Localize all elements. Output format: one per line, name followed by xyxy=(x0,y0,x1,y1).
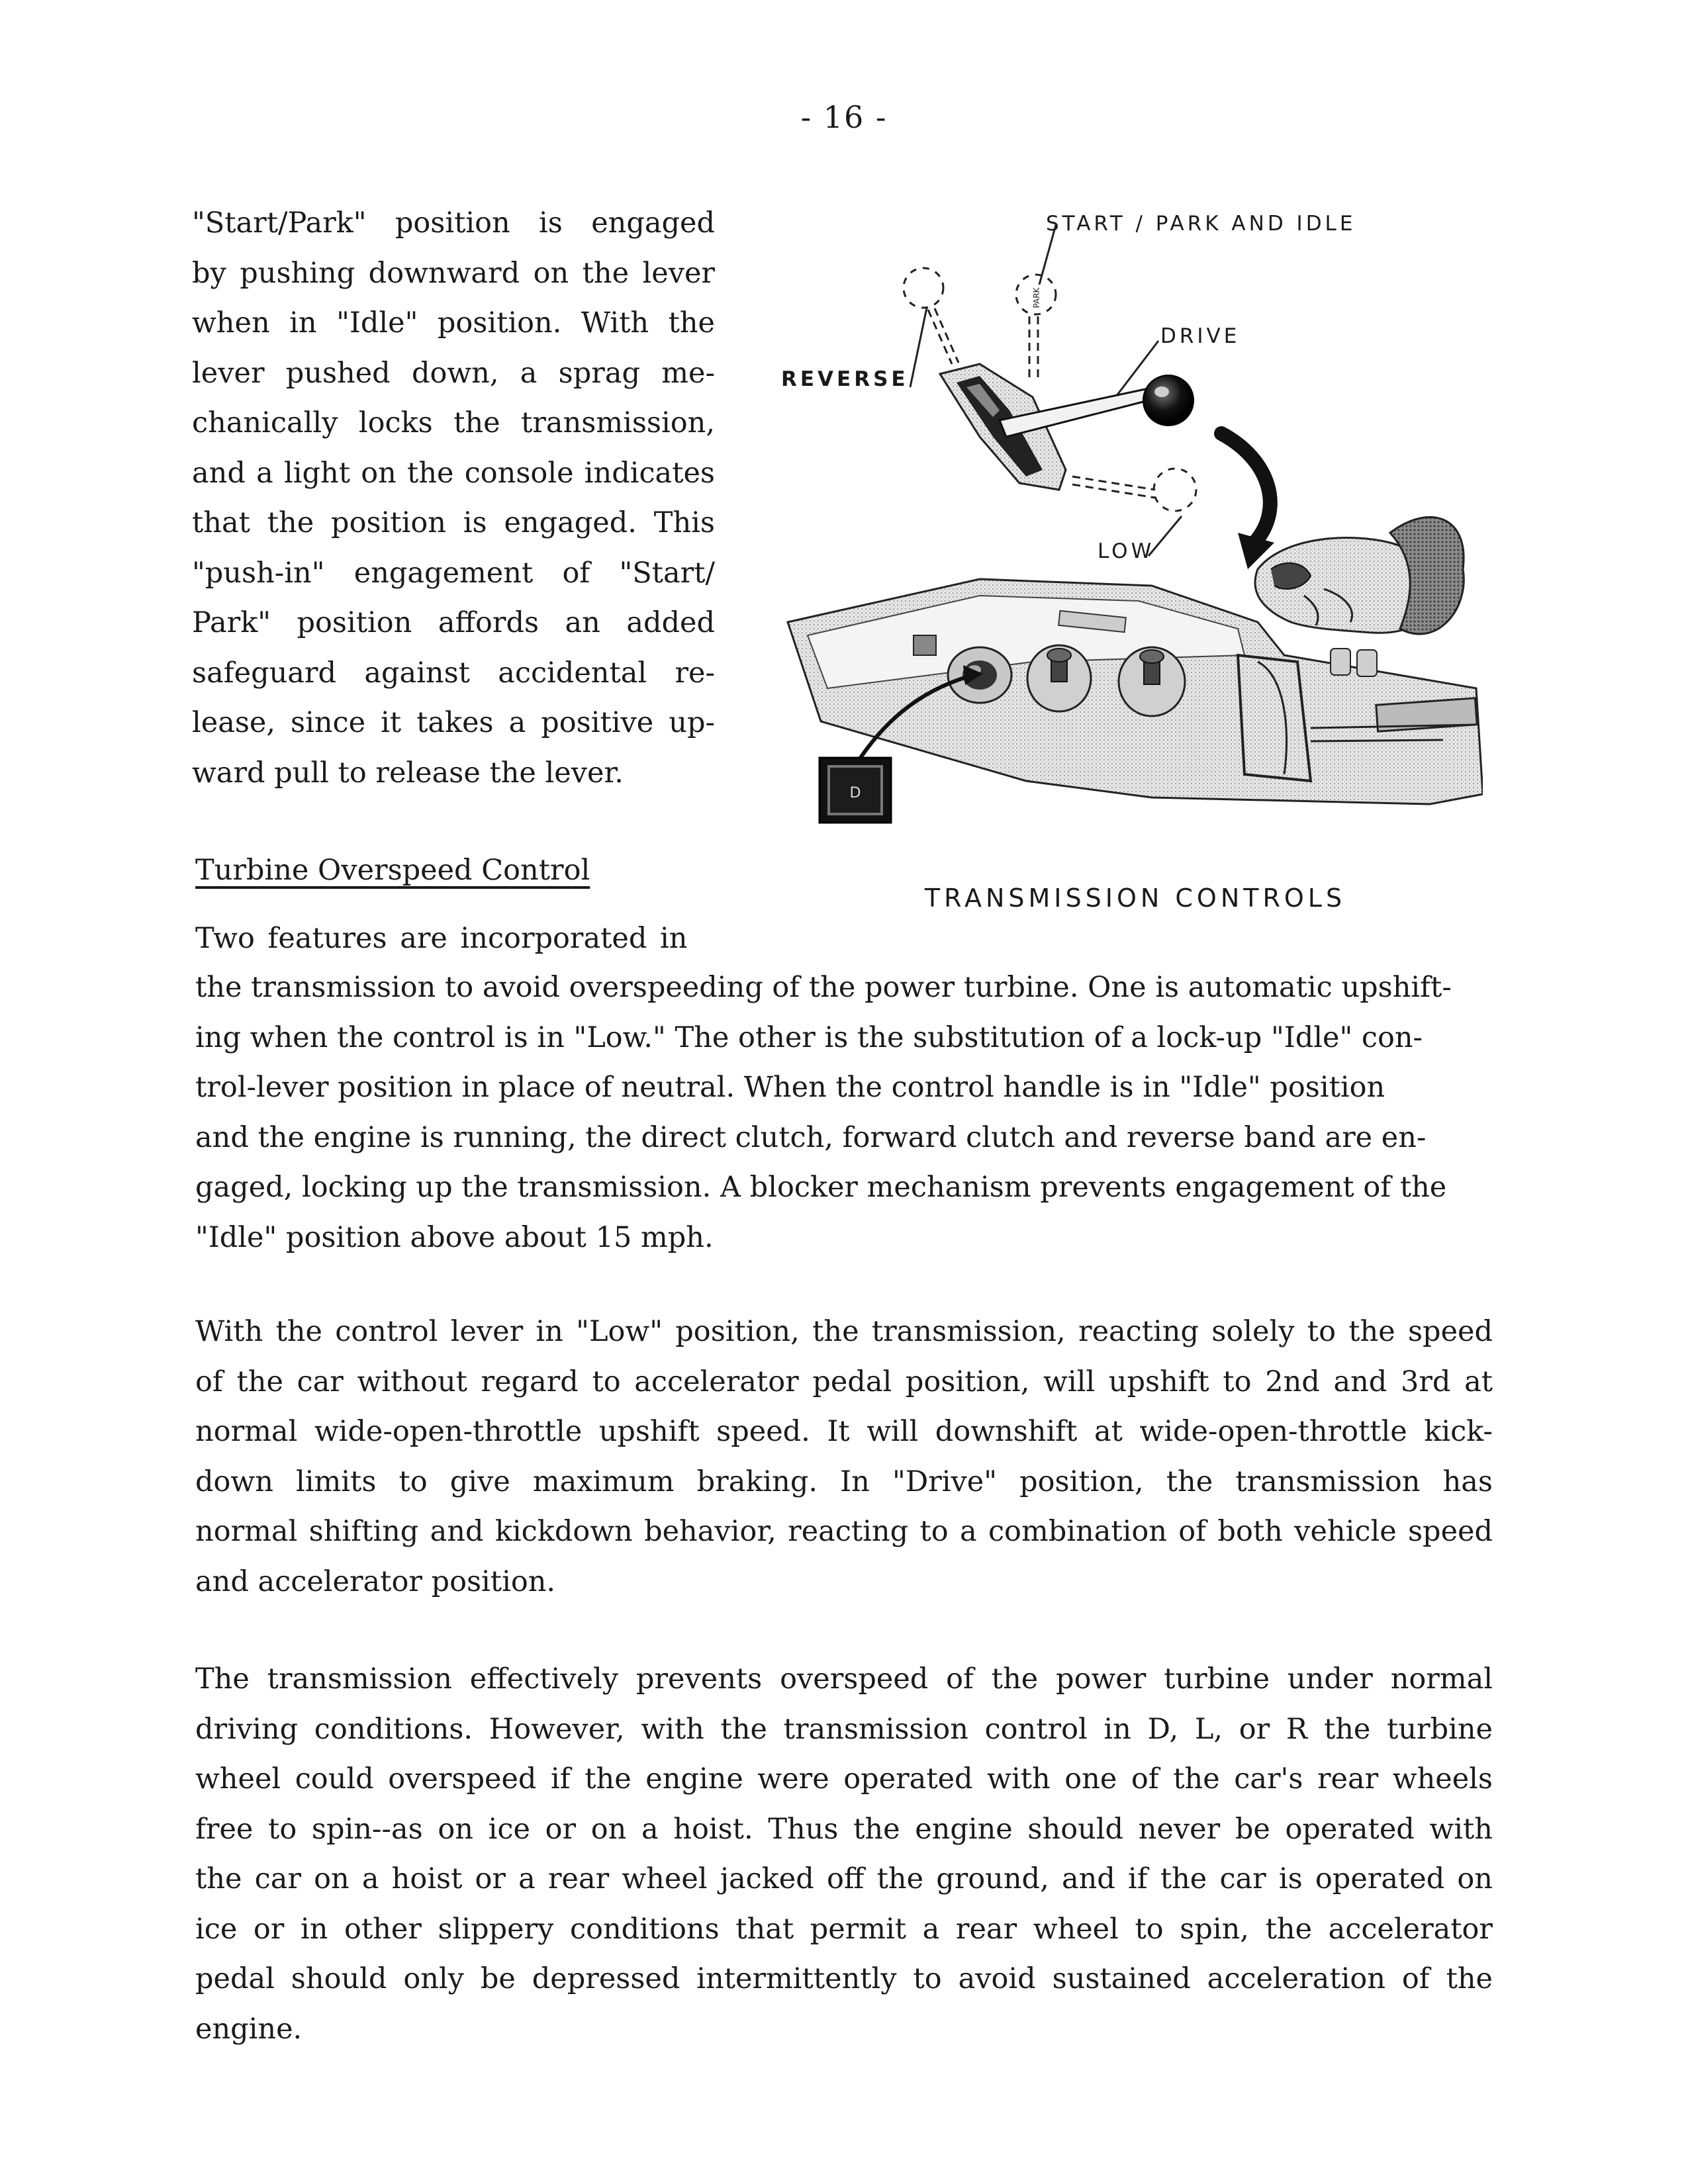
text-line: gaged, locking up the transmission. A blocker mechanism prevents engagement of the xyxy=(195,1171,1447,1204)
text-line: wheel could overspeed if the engine were operated with one of the car's rear wheels xyxy=(195,1762,1493,1796)
label-drive: DRIVE xyxy=(1160,324,1241,348)
left-column-text xyxy=(192,199,715,798)
text-line: ice or in other slippery conditions that permit a rear wheel to spin, the accelerator xyxy=(195,1912,1493,1946)
text-line: when in "Idle" position. With the xyxy=(192,306,715,340)
transmission-illustration xyxy=(781,199,1483,834)
text-line: the transmission to avoid overspeeding of the power turbine. One is automatic upshift- xyxy=(195,971,1452,1004)
text-line: ing when the control is in "Low." The other is the substitution of a lock-up "Idle" con- xyxy=(195,1021,1423,1054)
label-reverse: REVERSE xyxy=(781,367,909,391)
text-line: and a light on the console indicates xyxy=(192,456,715,490)
text-line: that the position is engaged. This xyxy=(192,506,715,539)
label-start-park-idle: START / PARK AND IDLE xyxy=(1046,212,1356,236)
text-line: normal wide-open-throttle upshift speed. It will downshift at wide-open-throttle kick- xyxy=(195,1415,1493,1448)
text-line: trol-lever position in place of neutral. When the control handle is in "Idle" position xyxy=(195,1071,1385,1104)
text-line: With the control lever in "Low" position, the transmission, reacting solely to the speed xyxy=(195,1315,1493,1348)
text-line: the car on a hoist or a rear wheel jacked off the ground, and if the car is operated on xyxy=(195,1862,1493,1895)
text-line: "Start/Park" position is engaged xyxy=(192,206,715,240)
text-line: "Idle" position above about 15 mph. xyxy=(195,1220,714,1254)
text-line: free to spin--as on ice or on a hoist. Thus the engine should never be operated with xyxy=(195,1812,1493,1846)
paragraph-1 xyxy=(195,963,1493,1263)
paragraph-2 xyxy=(195,1307,1493,1607)
text-line: "push-in" engagement of "Start/ xyxy=(192,556,715,590)
text-line: ward pull to release the lever. xyxy=(192,756,624,790)
transmission-controls-figure xyxy=(781,199,1483,834)
park-tag: PARK xyxy=(1032,287,1041,308)
text-line: down limits to give maximum braking. In "Drive" position, the transmission has xyxy=(195,1465,1493,1498)
text-line: and accelerator position. xyxy=(195,1565,556,1598)
page-number: - 16 - xyxy=(800,99,888,135)
text-line: safeguard against accidental re- xyxy=(192,656,715,690)
text-line: lever pushed down, a sprag me- xyxy=(192,356,715,390)
intro-line: Two features are incorporated in xyxy=(195,922,688,955)
indicator-d-label: D xyxy=(849,785,861,801)
text-line: driving conditions. However, with the transmission control in D, L, or R the turbine xyxy=(195,1712,1493,1746)
text-line: normal shifting and kickdown behavior, reacting to a combination of both vehicle speed xyxy=(195,1515,1493,1548)
text-line: Park" position affords an added xyxy=(192,606,715,639)
text-line: of the car without regard to accelerator pedal position, will upshift to 2nd and 3rd at xyxy=(195,1365,1493,1398)
text-line: chanically locks the transmission, xyxy=(192,406,715,439)
text-line: The transmission effectively prevents overspeed of the power turbine under normal xyxy=(195,1662,1493,1696)
figure-caption: TRANSMISSION CONTROLS xyxy=(924,884,1346,913)
section-heading: Turbine Overspeed Control xyxy=(195,854,590,887)
text-line: lease, since it takes a positive up- xyxy=(192,706,715,739)
label-low: LOW xyxy=(1098,539,1155,563)
text-line: and the engine is running, the direct clutch, forward clutch and reverse band are en- xyxy=(195,1120,1427,1154)
text-line: by pushing downward on the lever xyxy=(192,256,715,290)
paragraph-3 xyxy=(195,1655,1493,2054)
text-line: pedal should only be depressed intermittently to avoid sustained acceleration of the engine. xyxy=(195,1962,1493,2046)
